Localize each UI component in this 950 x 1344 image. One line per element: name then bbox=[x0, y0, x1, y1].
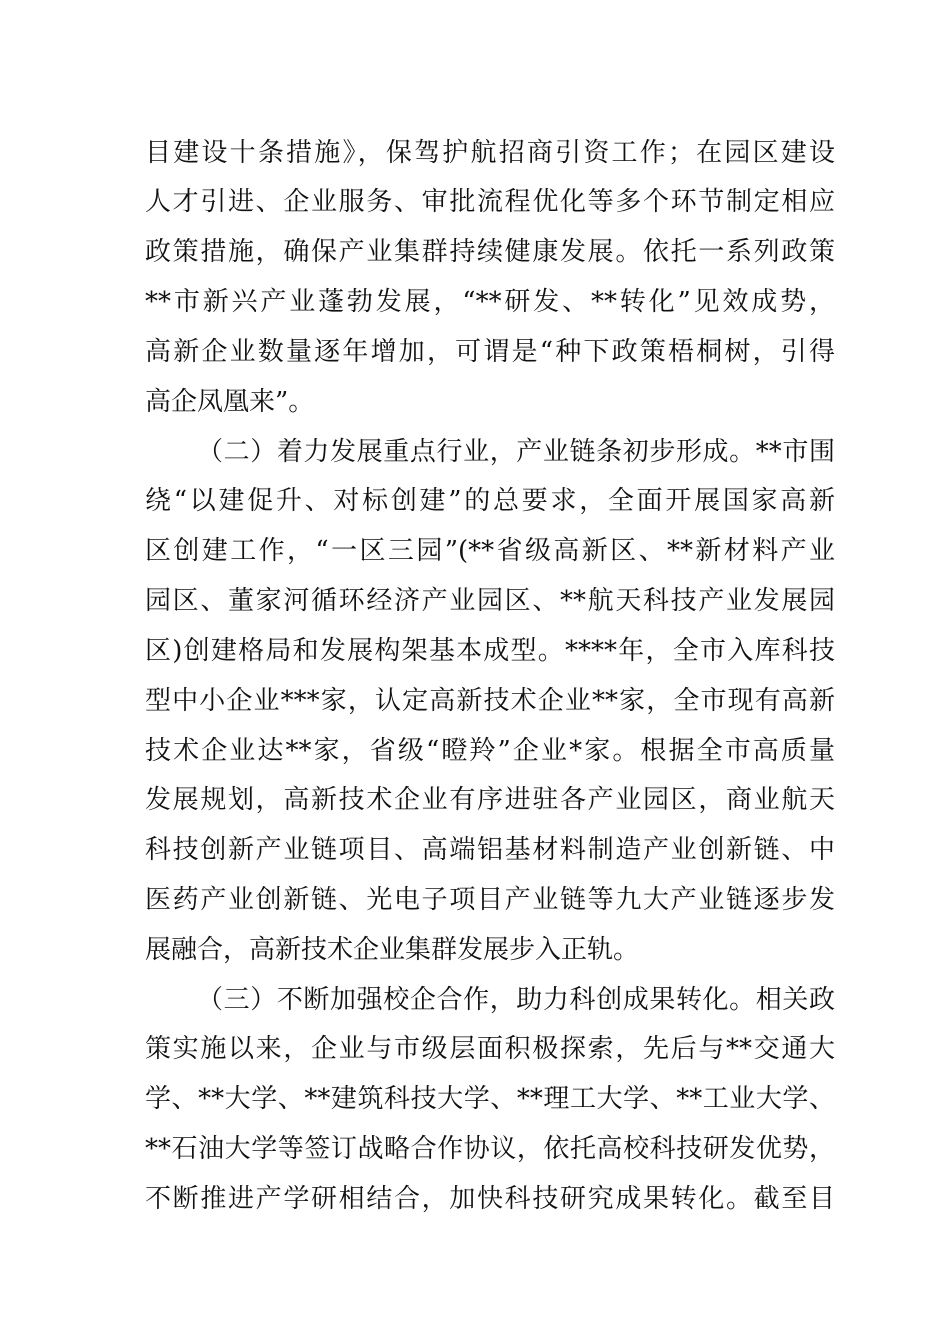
text-line: 人才引进、企业服务、审批流程优化等多个环节制定相应 bbox=[145, 187, 835, 217]
text-line: 型中小企业***家，认定高新技术企业**家，全市现有高新 bbox=[145, 686, 835, 716]
text-line: 高新企业数量逐年增加，可谓是“种下政策梧桐树，引得 bbox=[145, 337, 835, 367]
text-line: 绕“以建促升、对标创建”的总要求，全面开展国家高新 bbox=[145, 486, 835, 516]
text-line: 高企凤凰来”。 bbox=[145, 387, 315, 417]
text-line: **石油大学等签订战略合作协议，依托高校科技研发优势， bbox=[145, 1134, 835, 1164]
text-line: 区创建工作，“一区三园”(**省级高新区、**新材料产业 bbox=[145, 536, 835, 566]
paragraph-heading-line: （二）着力发展重点行业，产业链条初步形成。**市围 bbox=[197, 437, 835, 467]
text-line: 技术企业达**家，省级“瞪羚”企业*家。根据全市高质量 bbox=[145, 736, 835, 766]
text-line: 政策措施，确保产业集群持续健康发展。依托一系列政策 bbox=[145, 237, 835, 267]
paragraph-heading-line: （三）不断加强校企合作，助力科创成果转化。相关政 bbox=[197, 985, 835, 1015]
text-line: 医药产业创新链、光电子项目产业链等九大产业链逐步发 bbox=[145, 885, 835, 915]
text-line: 学、**大学、**建筑科技大学、**理工大学、**工业大学、 bbox=[145, 1084, 835, 1114]
text-line: 不断推进产学研相结合，加快科技研究成果转化。截至目 bbox=[145, 1184, 835, 1214]
text-line: 发展规划，高新技术企业有序进驻各产业园区，商业航天 bbox=[145, 785, 835, 815]
text-line: 园区、董家河循环经济产业园区、**航天科技产业发展园 bbox=[145, 586, 835, 616]
text-line: 展融合，高新技术企业集群发展步入正轨。 bbox=[145, 935, 640, 965]
text-line: **市新兴产业蓬勃发展，“**研发、**转化”见效成势， bbox=[145, 287, 835, 317]
text-line: 目建设十条措施》，保驾护航招商引资工作；在园区建设 bbox=[145, 138, 835, 168]
text-line: 区)创建格局和发展构架基本成型。****年，全市入库科技 bbox=[145, 636, 835, 666]
text-line: 策实施以来，企业与市级层面积极探索，先后与**交通大 bbox=[145, 1034, 835, 1064]
text-line: 科技创新产业链项目、高端铝基材料制造产业创新链、中 bbox=[145, 835, 835, 865]
